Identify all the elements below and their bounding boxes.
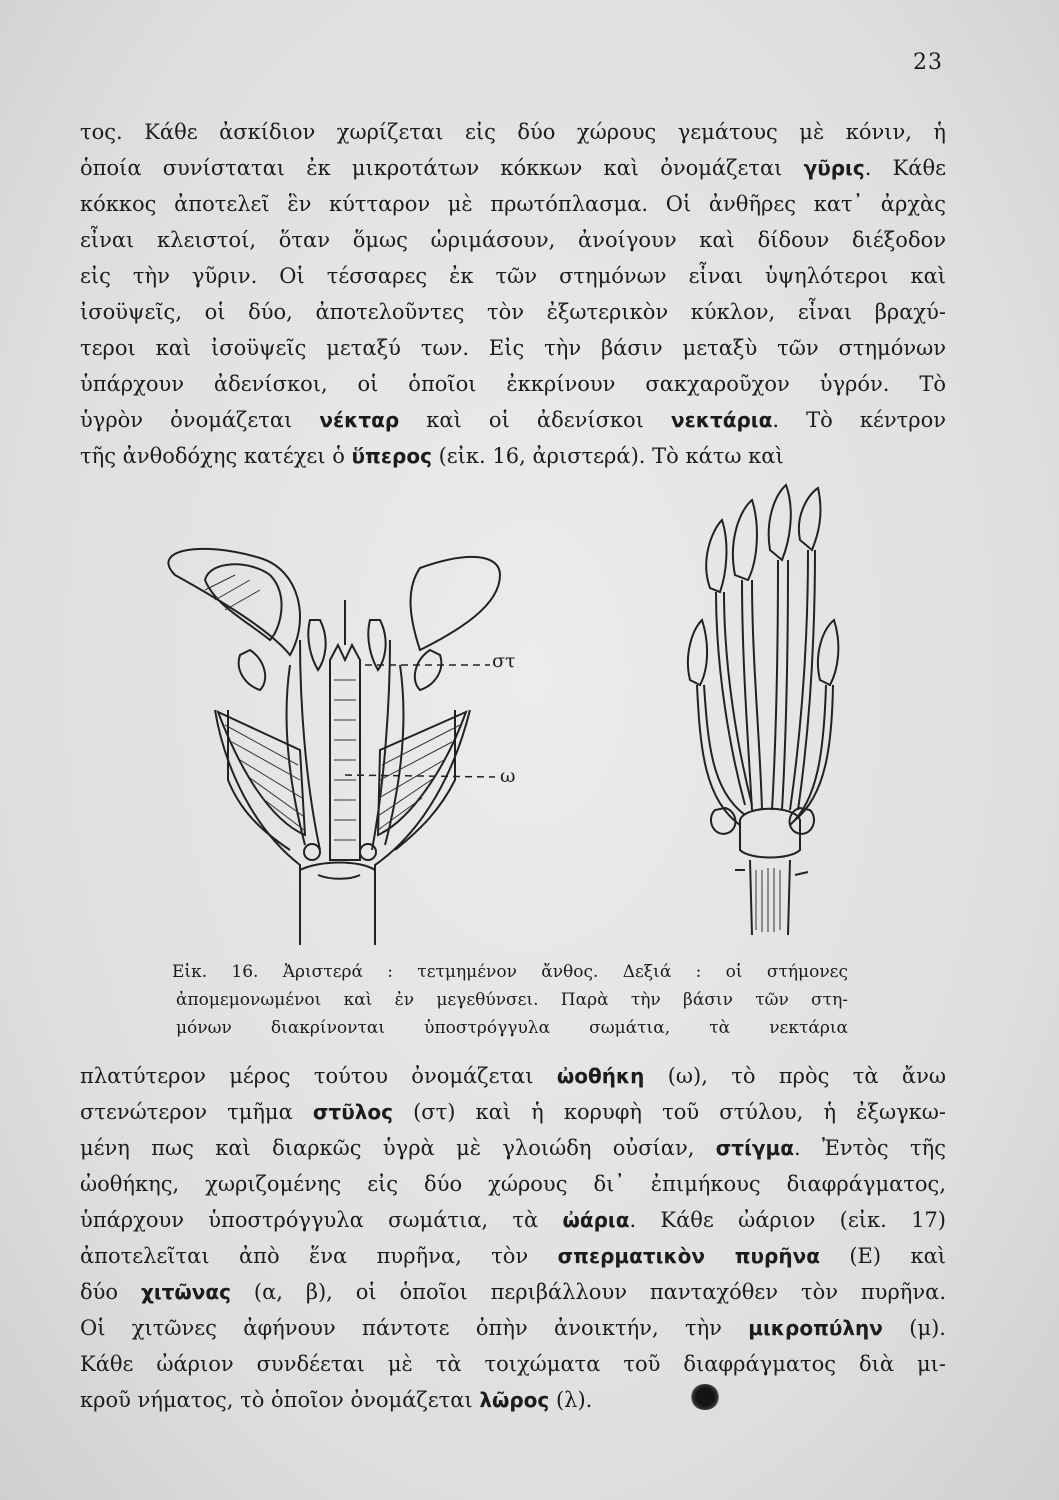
text-line: [80, 438, 946, 474]
petal-right: [411, 557, 500, 650]
text-run: Κάθε ὠάριον συνδέεται μὲ τὰ τοιχώματα τοῦ διαφράγματος διὰ μι-: [80, 1352, 946, 1376]
text-run: ὑγρὸν ὀνομάζεται: [80, 408, 320, 432]
text-run: ὠοθήκης, χωριζομένης εἰς δύο χώρους δι᾿ ἐπιμήκους διαφράγματος,: [80, 1172, 946, 1196]
text-line: [80, 1202, 946, 1238]
label-ovary: ω: [500, 765, 516, 787]
top-paragraph: [80, 114, 946, 474]
text-run: τῆς ἀνθοδόχης κατέχει ὁ: [80, 444, 352, 468]
text-run: (Ε) καὶ: [819, 1244, 947, 1268]
text-run: κόκκος ἀποτελεῖ ἓν κύτταρον μὲ πρωτόπλασμα. Οἱ ἀνθῆρες κατ᾿ ἀρχὰς: [80, 192, 946, 216]
stamens-illustration: [688, 485, 838, 935]
text-line: [80, 1058, 946, 1094]
text-line: [80, 1238, 946, 1274]
text-line: [80, 1274, 946, 1310]
text-run: (στ) καὶ ἡ κορυφὴ τοῦ στύλου, ἡ ἐξωγκω-: [392, 1100, 946, 1124]
figure-16: [0, 480, 1059, 950]
text-run: . Κάθε: [864, 156, 946, 180]
text-line: [80, 402, 946, 438]
caption-line: μόνων διακρίνονται ὑποστρόγγυλα σωμάτια, τὰ νεκτάρια: [176, 1018, 848, 1038]
text-run: (α, β), οἱ ὁποῖοι περιβάλλουν πανταχόθεν τὸν πυρῆνα.: [231, 1280, 947, 1304]
bold-term: ὠοθήκη: [556, 1064, 645, 1088]
text-run: ὑπάρχουν ὑποστρόγγυλα σωμάτια, τὰ: [80, 1208, 563, 1232]
text-line: [80, 294, 946, 330]
figure-caption: [172, 958, 848, 1042]
ink-blot: [690, 1384, 720, 1410]
text-run: (ω), τὸ πρὸς τὰ ἄνω: [644, 1064, 946, 1088]
text-run: ἰσοϋψεῖς, οἱ δύο, ἀποτελοῦντες τὸν ἐξωτερικὸν κύκλον, εἶναι βραχύ-: [80, 300, 946, 324]
page-number: 23: [913, 50, 943, 75]
text-line: [80, 114, 946, 150]
bold-term: στῦλος: [312, 1100, 393, 1124]
bold-term: χιτῶνας: [140, 1280, 232, 1304]
bold-term: ὠάρια: [562, 1208, 630, 1232]
cut-flower-illustration: [0, 480, 1059, 950]
text-run: ὑπάρχουν ἀδενίσκοι, οἱ ὁποῖοι ἐκκρίνουν σακχαροῦχον ὑγρόν. Τὸ: [80, 372, 946, 396]
text-line: [80, 1094, 946, 1130]
ovary: [330, 645, 360, 860]
text-run: τος. Κάθε ἀσκίδιον χωρίζεται εἰς δύο χώρους γεμάτους μὲ κόνιν, ἡ: [80, 120, 946, 144]
bold-term: μικροπύλην: [748, 1316, 883, 1340]
text-line: [80, 1166, 946, 1202]
text-line: [80, 1382, 946, 1418]
text-run: εἰς τὴν γῦριν. Οἱ τέσσαρες ἐκ τῶν στημόνων εἶναι ὑψηλότεροι καὶ: [80, 264, 946, 288]
text-run: τεροι καὶ ἰσοϋψεῖς μεταξύ των. Εἰς τὴν βάσιν μεταξὺ τῶν στημόνων: [80, 336, 946, 360]
bold-term: ὕπερος: [351, 444, 432, 468]
text-run: πλατύτερον μέρος τούτου ὀνομάζεται: [80, 1064, 557, 1088]
bottom-paragraph: [80, 1058, 946, 1418]
bold-term: νεκτάρια: [671, 408, 773, 432]
text-line: [80, 366, 946, 402]
text-line: [80, 222, 946, 258]
text-line: [80, 258, 946, 294]
text-run: ὁποία συνίσταται ἐκ μικροτάτων κόκκων καὶ ὀνομάζεται: [80, 156, 804, 180]
text-line: [80, 186, 946, 222]
bold-term: νέκταρ: [319, 408, 400, 432]
text-run: . Ἐντὸς τῆς: [793, 1136, 946, 1160]
bold-term: στίγμα: [715, 1136, 794, 1160]
text-run: (λ).: [549, 1388, 593, 1412]
text-run: . Τὸ κέντρον: [772, 408, 946, 432]
text-run: (μ).: [882, 1316, 946, 1340]
text-line: [80, 1130, 946, 1166]
text-run: μένη πως καὶ διαρκῶς ὑγρὰ μὲ γλοιώδη οὐσίαν,: [80, 1136, 716, 1160]
bold-term: γῦρις: [803, 156, 865, 180]
text-run: ἀποτελεῖται ἀπὸ ἕνα πυρῆνα, τὸν: [80, 1244, 558, 1268]
text-run: Οἱ χιτῶνες ἀφήνουν πάντοτε ὀπὴν ἀνοικτήν, τὴν: [80, 1316, 749, 1340]
text-run: εἶναι κλειστοί, ὅταν ὅμως ὡριμάσουν, ἀνοίγουν καὶ δίδουν διέξοδον: [80, 228, 946, 252]
label-style: στ: [492, 650, 516, 672]
text-run: κροῦ νήματος, τὸ ὁποῖον ὀνομάζεται: [80, 1388, 480, 1412]
bold-term: σπερματικὸν πυρῆνα: [557, 1244, 820, 1268]
text-run: . Κάθε ὠάριον (εἰκ. 17): [629, 1208, 946, 1232]
text-run: καὶ οἱ ἀδενίσκοι: [399, 408, 672, 432]
text-line: [80, 330, 946, 366]
text-line: [80, 150, 946, 186]
text-run: στενώτερον τμῆμα: [80, 1100, 313, 1124]
bold-term: λῶρος: [479, 1388, 550, 1412]
caption-line: Εἰκ. 16. Ἀριστερά : τετμημένον ἄνθος. Δεξιά : οἱ στήμονες: [172, 962, 848, 982]
text-run: (εἰκ. 16, ἀριστερά). Τὸ κάτω καὶ: [431, 444, 784, 468]
text-run: δύο: [80, 1280, 141, 1304]
caption-line: ἀπομεμονωμένοι καὶ ἐν μεγεθύνσει. Παρὰ τὴν βάσιν τῶν στη-: [176, 990, 848, 1010]
text-line: [80, 1310, 946, 1346]
text-line: [80, 1346, 946, 1382]
